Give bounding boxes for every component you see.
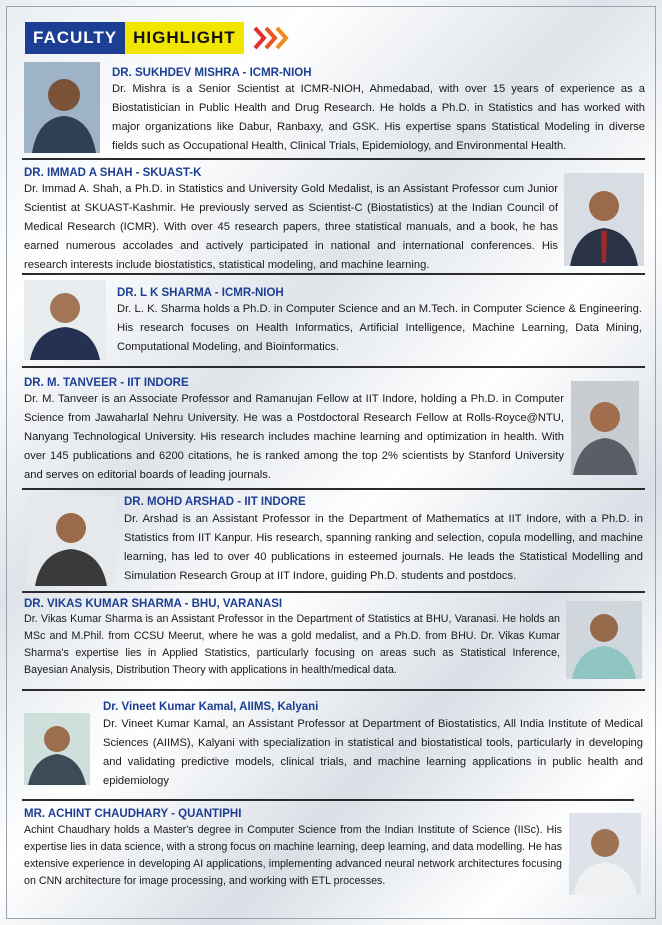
faculty-name: DR. L K SHARMA - ICMR-NIOH — [117, 287, 284, 299]
divider — [22, 273, 645, 275]
portrait-icon — [24, 62, 100, 153]
faculty-photo — [564, 173, 644, 266]
faculty-bio: Achint Chaudhary holds a Master's degree in Computer Science from the Indian Institute of Science (IISc). His expertise lies in data science, with a strong focus on machine learning, deep learning, and data modelling. He has extensive experience in developing AI applications, implementing advanced neural network architectures focusing on CNN architecture for image processing, and working with ETL processes. — [24, 824, 562, 887]
faculty-bio: Dr. Vineet Kumar Kamal, an Assistant Professor at Department of Biostatistics, All India Institute of Medical Sciences (AIIMS), Kalyani with specialization in statistical and biostatistical tools, particularly in developing and validating predictive models, clinical trials, and machine learning applications in public health and epidemiology — [103, 718, 643, 787]
faculty-photo — [27, 496, 115, 586]
faculty-name: MR. ACHINT CHAUDHARY - QUANTIPHI — [24, 808, 242, 820]
faculty-photo — [24, 280, 106, 360]
faculty-photo — [571, 381, 639, 475]
divider — [22, 158, 645, 160]
section-header — [25, 22, 290, 54]
header-highlight-label: HIGHLIGHT — [125, 22, 244, 54]
faculty-bio: Dr. Arshad is an Assistant Professor in the Department of Mathematics at IIT Indore, with a Ph.D. in Statistics from IIT Kanpur. His research, spanning ranking and selection, copula modelling, and machine learning, has led to over 40 publications in esteemed journals. He leads the Statistical Modelling and Simulation Research Group at IIT Indore, guiding Ph.D. students and postdocs. — [124, 513, 643, 582]
faculty-photo — [24, 62, 100, 153]
faculty-name: DR. MOHD ARSHAD - IIT INDORE — [124, 496, 306, 508]
faculty-name: DR. SUKHDEV MISHRA - ICMR-NIOH — [112, 67, 312, 79]
portrait-icon — [571, 381, 639, 475]
portrait-icon — [569, 813, 641, 895]
portrait-icon — [24, 713, 90, 785]
portrait-icon — [566, 601, 642, 679]
divider — [22, 799, 634, 801]
header-faculty-label: FACULTY — [25, 22, 125, 54]
faculty-name: Dr. Vineet Kumar Kamal, AIIMS, Kalyani — [103, 701, 319, 713]
divider — [22, 689, 645, 691]
faculty-photo — [569, 813, 641, 895]
portrait-icon — [564, 173, 644, 266]
faculty-bio: Dr. Mishra is a Senior Scientist at ICMR-NIOH, Ahmedabad, with over 15 years of experience as a Biostatistician in Public Health and Drug Research. He holds a Ph.D. in Statistics and has worked with major organizations like Dabur, Ranbaxy, and GSK. His expertise spans Statistical Modeling in diverse fields such as Occupational Health, Clinical Trials, Epidemiology, and Environmental Health. — [112, 83, 645, 152]
faculty-bio: Dr. L. K. Sharma holds a Ph.D. in Computer Science and an M.Tech. in Computer Science & Engineering. His research focuses on Health Informatics, Artificial Intelligence, Machine Learning, Data Mining, Computational Modeling, and Bioinformatics. — [117, 303, 642, 353]
faculty-name: DR. VIKAS KUMAR SHARMA - BHU, VARANASI — [24, 598, 283, 610]
faculty-photo — [24, 713, 90, 785]
faculty-bio: Dr. M. Tanveer is an Associate Professor and Ramanujan Fellow at IIT Indore, holding a Ph.D. in Computer Science from Jawaharlal Nehru University. He was a Postdoctoral Research Fellow at Rolls-Royce@NTU, Nanyang Technological University. His research includes machine learning and optimization in health. With over 145 publications and 6200 citations, he is ranked among the top 2% scientists by Stanford University and serves on editorial boards of leading journals. — [24, 393, 564, 481]
faculty-photo — [566, 601, 642, 679]
divider — [22, 591, 645, 593]
portrait-icon — [24, 280, 106, 360]
faculty-name: DR. IMMAD A SHAH - SKUAST-K — [24, 167, 202, 179]
faculty-bio: Dr. Immad A. Shah, a Ph.D. in Statistics and University Gold Medalist, is an Assistant Professor cum Junior Scientist at SKUAST-Kashmir. He previously served as Scientist-C (Biostatistics) at the Indian Council of Medical Research (ICMR). With over 45 research papers, three statistical manuals, and a book, he has earned numerous accolades and actively participated in national and international conferences. His research interests include biostatistics, statistical modeling, and machine learning. — [24, 183, 558, 271]
chevrons-icon — [252, 22, 290, 54]
faculty-bio: Dr. Vikas Kumar Sharma is an Assistant Professor in the Department of Statistics at BHU, Varanasi. He holds an MSc and M.Phil. from CCSU Meerut, where he was a gold medalist, and a Ph.D. from BHU. Dr. Vikas Kumar Sharma's expertise lies in Applied Statistics, particularly focusing on areas such as Statistical Inference, Bayesian Analysis, Distribution Theory with applications in health/medical data. — [24, 613, 560, 676]
divider — [22, 366, 645, 368]
portrait-icon — [27, 496, 115, 586]
faculty-name: DR. M. TANVEER - IIT INDORE — [24, 377, 189, 389]
divider — [22, 488, 645, 490]
